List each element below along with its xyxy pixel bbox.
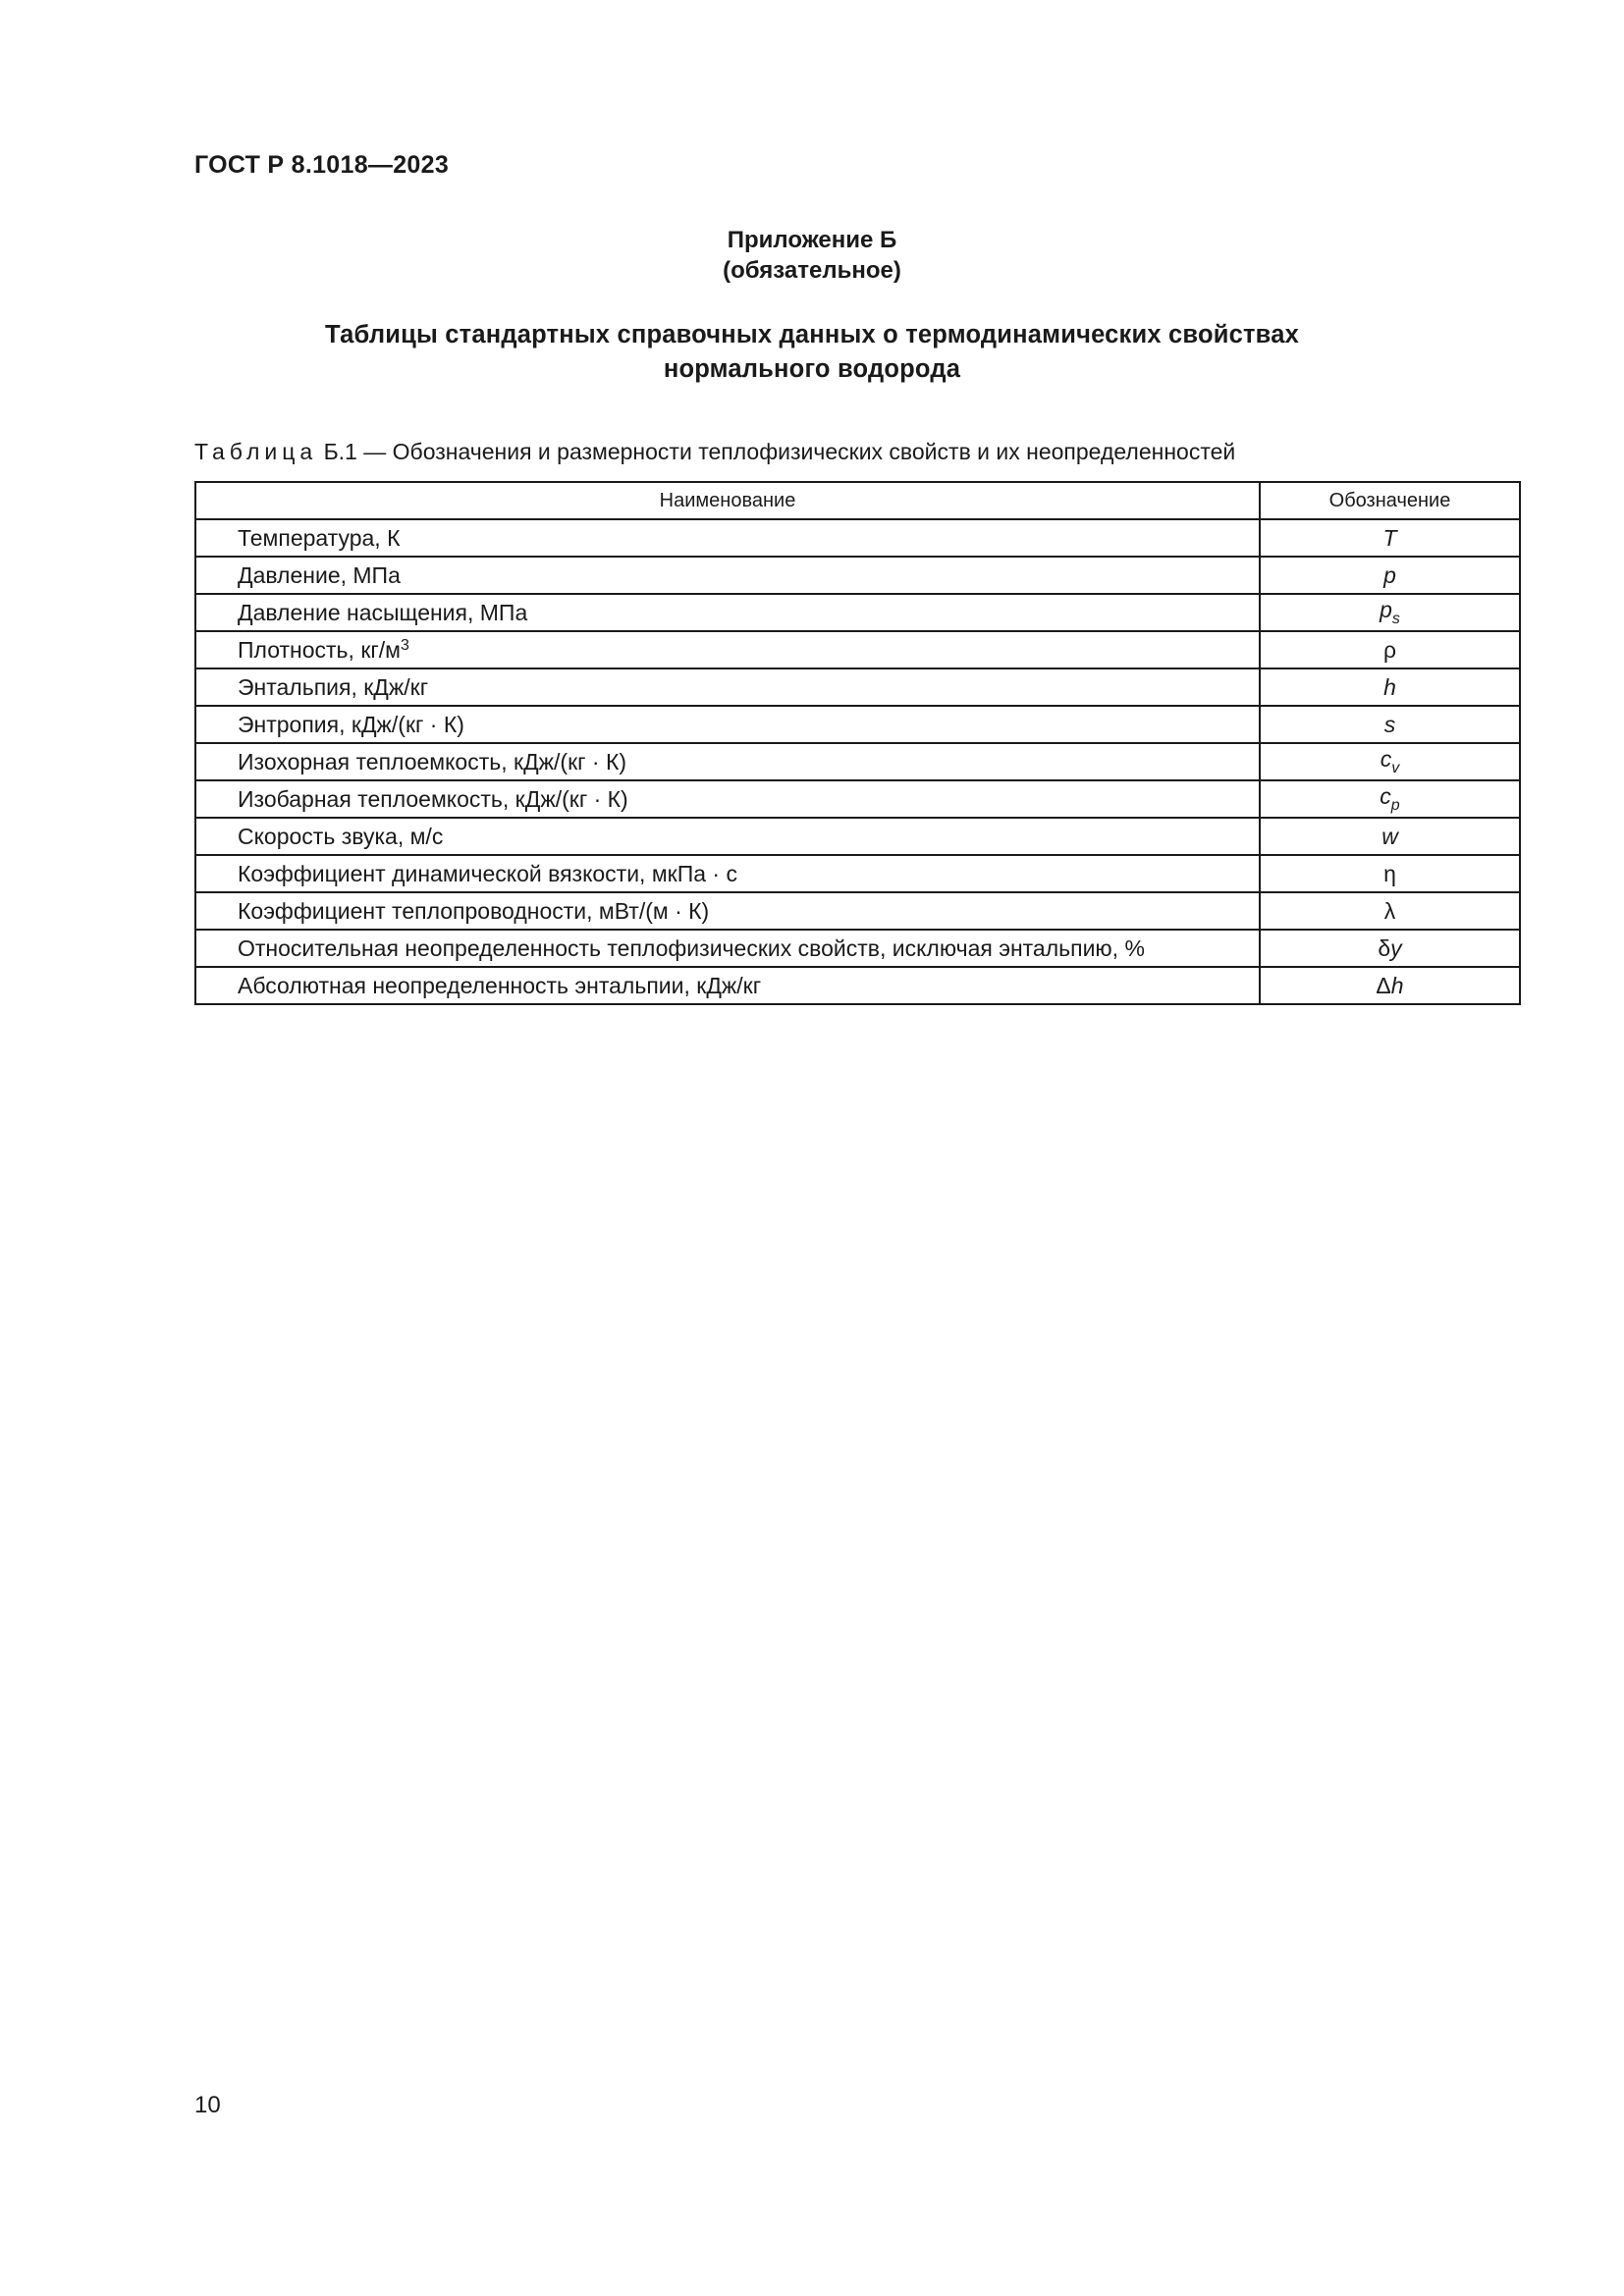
row-symbol: h — [1260, 668, 1520, 706]
row-name: Коэффициент теплопроводности, мВт/(м · К) — [195, 892, 1260, 930]
row-symbol-base: h — [1390, 972, 1404, 998]
row-symbol — [1260, 930, 1520, 967]
column-header-symbol: Обозначение — [1260, 482, 1520, 519]
annex-heading-line-1: Таблицы стандартных справочных данных о термодинамических свойствах — [325, 321, 1299, 348]
table-row — [195, 892, 1520, 930]
annex-heading — [0, 318, 1624, 387]
row-symbol — [1260, 967, 1520, 1004]
annex-heading-line-2: нормального водорода — [663, 355, 961, 383]
row-name: Коэффициент динамической вязкости, мкПа · с — [195, 855, 1260, 892]
table-row — [195, 631, 1520, 668]
table-row — [195, 557, 1520, 594]
row-symbol: T — [1260, 519, 1520, 557]
row-symbol: p — [1260, 557, 1520, 594]
annex-title: Приложение Б — [727, 227, 897, 253]
row-name — [195, 631, 1260, 668]
row-symbol-prefix: δ — [1378, 934, 1391, 961]
row-symbol-subscript: v — [1391, 760, 1400, 776]
annex-status: (обязательное) — [723, 257, 901, 284]
row-name: Температура, К — [195, 519, 1260, 557]
row-name: Энтропия, кДж/(кг · К) — [195, 706, 1260, 743]
row-name: Абсолютная неопределенность энтальпии, кДж/кг — [195, 967, 1260, 1004]
table-header-row — [195, 482, 1520, 519]
row-name: Скорость звука, м/с — [195, 818, 1260, 855]
row-name: Изохорная теплоемкость, кДж/(кг · К) — [195, 743, 1260, 780]
row-symbol-base: c — [1380, 783, 1391, 809]
row-symbol: s — [1260, 706, 1520, 743]
table-row — [195, 706, 1520, 743]
row-symbol-subscript: s — [1391, 611, 1400, 627]
row-name: Давление насыщения, МПа — [195, 594, 1260, 631]
table-row — [195, 594, 1520, 631]
document-code: ГОСТ Р 8.1018—2023 — [194, 151, 450, 179]
row-symbol — [1260, 743, 1520, 780]
table-row — [195, 780, 1520, 818]
row-name: Давление, МПа — [195, 557, 1260, 594]
table-caption-prefix: Таблица — [194, 439, 318, 464]
row-symbol-prefix: Δ — [1376, 972, 1391, 998]
row-symbol — [1260, 780, 1520, 818]
properties-table — [194, 481, 1521, 1005]
row-symbol: w — [1260, 818, 1520, 855]
table-row — [195, 930, 1520, 967]
row-symbol: ρ — [1260, 631, 1520, 668]
row-name-superscript: 3 — [400, 636, 409, 654]
row-name: Относительная неопределенность теплофизических свойств, исключая энтальпию, % — [195, 930, 1260, 967]
column-header-name: Наименование — [195, 482, 1260, 519]
table-row — [195, 855, 1520, 892]
table-row — [195, 519, 1520, 557]
row-name: Изобарная теплоемкость, кДж/(кг · К) — [195, 780, 1260, 818]
table-caption — [194, 439, 1235, 465]
row-symbol: η — [1260, 855, 1520, 892]
row-symbol-subscript: p — [1390, 797, 1400, 814]
page-number: 10 — [194, 2092, 221, 2118]
row-name-text: Плотность, кг/м — [238, 636, 401, 663]
row-symbol: λ — [1260, 892, 1520, 930]
table-caption-text: Б.1 — Обозначения и размерности теплофизических свойств и их неопределенностей — [317, 439, 1236, 464]
table-row — [195, 818, 1520, 855]
row-symbol-base: p — [1380, 597, 1392, 622]
row-name: Энтальпия, кДж/кг — [195, 668, 1260, 706]
row-symbol-base: c — [1380, 746, 1392, 772]
table-row — [195, 743, 1520, 780]
table-row — [195, 668, 1520, 706]
row-symbol-base: y — [1390, 934, 1402, 961]
row-symbol — [1260, 594, 1520, 631]
table-row — [195, 967, 1520, 1004]
